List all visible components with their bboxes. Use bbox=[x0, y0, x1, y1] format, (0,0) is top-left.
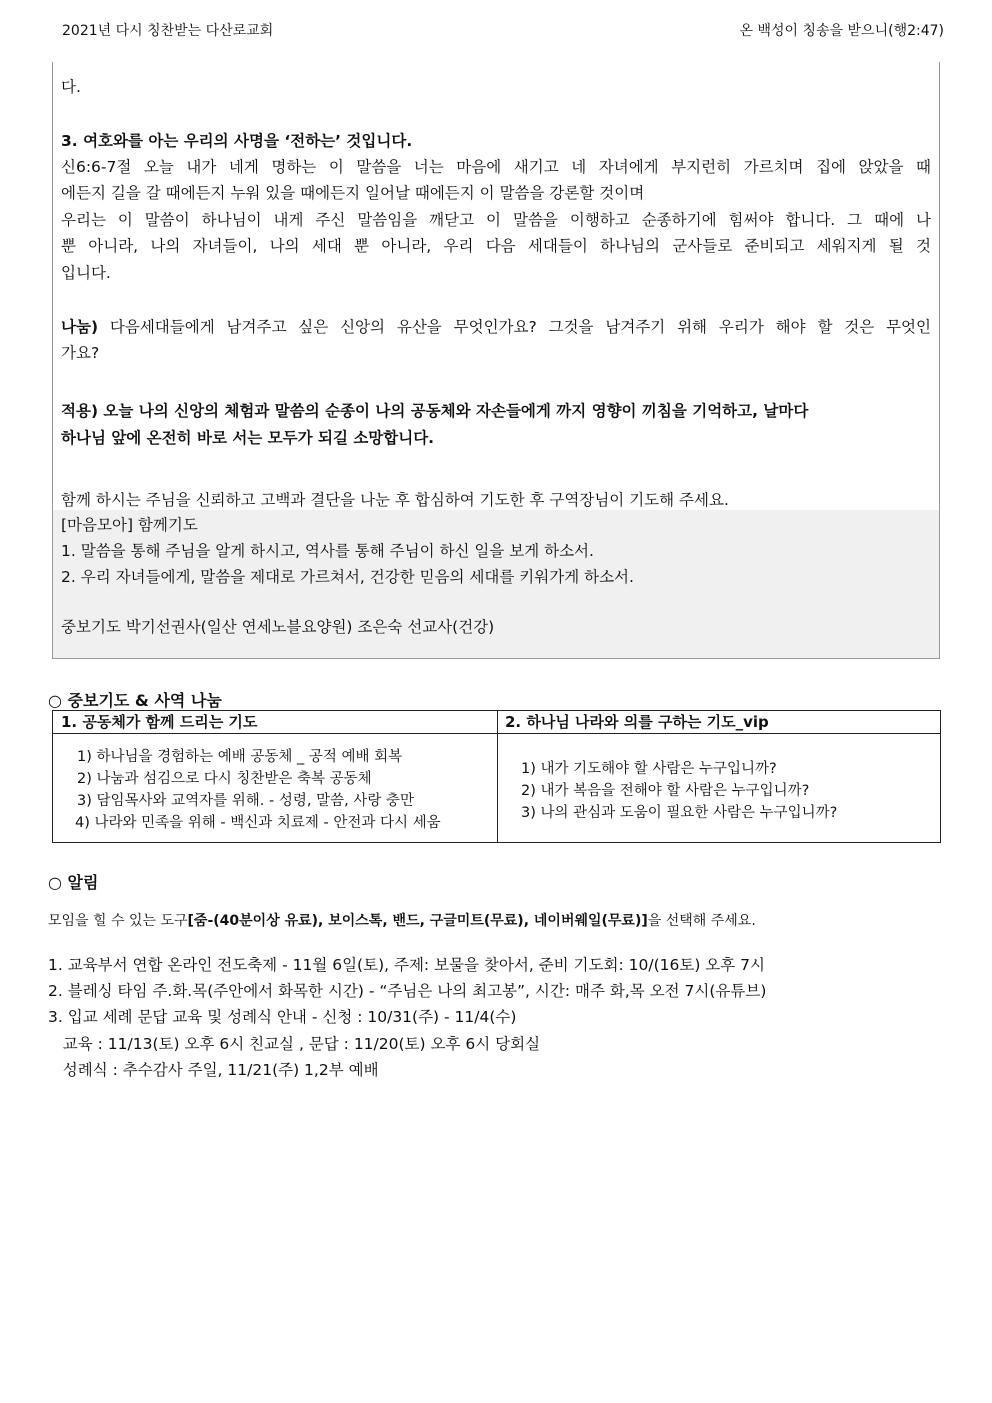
table-item: 1) 하나님을 경험하는 예배 공동체 _ 공적 예배 회복 bbox=[77, 749, 403, 765]
section-heading-notice: ○ 알림 bbox=[48, 873, 99, 892]
section-heading-prayer: ○ 중보기도 & 사역 나눔 bbox=[48, 691, 222, 710]
meeting-tools-note bbox=[48, 910, 756, 930]
intercession-line: 중보기도 박기선권사(일산 연세노블요양원) 조은숙 선교사(건강) bbox=[61, 618, 495, 636]
table-item: 2) 내가 복음을 전해야 할 사람은 누구입니까? bbox=[521, 783, 810, 799]
notice-item: 성례식 : 추수감사 주일, 11/21(주) 1,2부 예배 bbox=[48, 1061, 379, 1079]
apply-line: 적용) 오늘 나의 신앙의 체험과 말씀의 순종이 나의 공동체와 자손들에게 까지 영향이 끼침을 기억하고, 날마다 bbox=[61, 402, 809, 420]
share-label: 나눔) bbox=[61, 318, 99, 336]
header-verse: 온 백성이 칭송을 받으니(행2:47) bbox=[739, 23, 944, 39]
table-item: 2) 나눔과 섬김으로 다시 칭찬받은 축복 공동체 bbox=[77, 771, 372, 787]
prayer-table bbox=[52, 710, 941, 843]
prayer-table-col-community bbox=[53, 711, 498, 842]
notice-item: 1. 교육부서 연합 온라인 전도축제 - 11월 6일(토), 주제: 보물을 찾아서, 준비 기도회: 10/(16토) 오후 7시 bbox=[48, 956, 765, 974]
continued-line: 다. bbox=[61, 78, 81, 96]
point3-line: 입니다. bbox=[61, 264, 111, 282]
meeting-post: 을 선택해 주세요. bbox=[647, 913, 756, 929]
prayer-title: [마음모아] 함께기도 bbox=[61, 516, 198, 534]
closing-instruction: 함께 하시는 주님을 신뢰하고 고백과 결단을 나눈 후 합심하여 기도한 후 구역장님이 기도해 주세요. bbox=[61, 491, 729, 509]
notice-item: 교육 : 11/13(토) 오후 6시 친교실 , 문답 : 11/20(토) 오후 6시 당회실 bbox=[48, 1035, 541, 1053]
table-header: 1. 공동체가 함께 드리는 기도 bbox=[53, 711, 497, 734]
notice-item: 3. 입교 세례 문답 교육 및 성례식 안내 - 신청 : 10/31(주) - 11/4(수) bbox=[48, 1008, 517, 1026]
apply-line: 하나님 앞에 온전히 바로 서는 모두가 되길 소망합니다. bbox=[61, 429, 435, 447]
point3-line: 에든지 길을 갈 때에든지 누워 있을 때에든지 일어날 때에든지 이 말씀을 강론할 것이며 bbox=[61, 184, 645, 202]
point3-line: 신6:6-7절 오늘 내가 네게 명하는 이 말씀을 너는 마음에 새기고 네 자녀에게 부지런히 가르치며 집에 앉았을 때 bbox=[61, 158, 931, 176]
sermon-box bbox=[52, 62, 940, 659]
prayer-item: 1. 말씀을 통해 주님을 알게 하시고, 역사를 통해 주님이 하신 일을 보게 하소서. bbox=[61, 542, 594, 560]
header-church-name: 2021년 다시 칭찬받는 다산로교회 bbox=[62, 23, 274, 39]
share-question-cont: 가요? bbox=[61, 344, 100, 362]
table-item: 3) 담임목사와 교역자를 위해. - 성령, 말씀, 사랑 충만 bbox=[77, 793, 414, 809]
share-text: 다음세대들에게 남겨주고 싶은 신앙의 유산을 무엇인가요? 그것을 남겨주기 위해 우리가 해야 할 것은 무엇인 bbox=[98, 318, 931, 336]
notice-item: 2. 블레싱 타임 주.화.목(주안에서 화목한 시간) - “주님은 나의 최고봉”, 시간: 매주 화,목 오전 7시(유튜브) bbox=[48, 982, 767, 1000]
prayer-together-box bbox=[53, 510, 939, 658]
share-question bbox=[61, 314, 931, 340]
table-item: 1) 내가 기도해야 할 사람은 누구입니까? bbox=[521, 761, 777, 777]
table-header: 2. 하나님 나라와 의를 구하는 기도_vip bbox=[497, 711, 940, 734]
meeting-tools: [줌-(40분이상 유료), 보이스톡, 밴드, 구글미트(무료), 네이버웨일(무료)] bbox=[187, 913, 648, 929]
table-item: 3) 나의 관심과 도움이 필요한 사람은 누구입니까? bbox=[521, 805, 838, 821]
table-item: 4) 나라와 민족을 위해 - 백신과 치료제 - 안전과 다시 세움 bbox=[75, 815, 441, 831]
prayer-table-col-vip bbox=[497, 711, 940, 842]
point3-line: 뿐 아니라, 나의 자녀들이, 나의 세대 뿐 아니라, 우리 다음 세대들이 하나님의 군사들로 준비되고 세워지게 될 것 bbox=[61, 237, 931, 255]
meeting-pre: 모임을 힐 수 있는 도구 bbox=[48, 913, 188, 929]
prayer-item: 2. 우리 자녀들에게, 말씀을 제대로 가르쳐서, 건강한 믿음의 세대를 키워가게 하소서. bbox=[61, 568, 634, 586]
point3-line: 우리는 이 말씀이 하나님이 내게 주신 말씀임을 깨닫고 이 말씀을 이행하고 순종하기에 힘써야 합니다. 그 때에 나 bbox=[61, 211, 931, 229]
point3-title: 3. 여호와를 아는 우리의 사명을 ‘전하는’ 것입니다. bbox=[61, 132, 413, 150]
